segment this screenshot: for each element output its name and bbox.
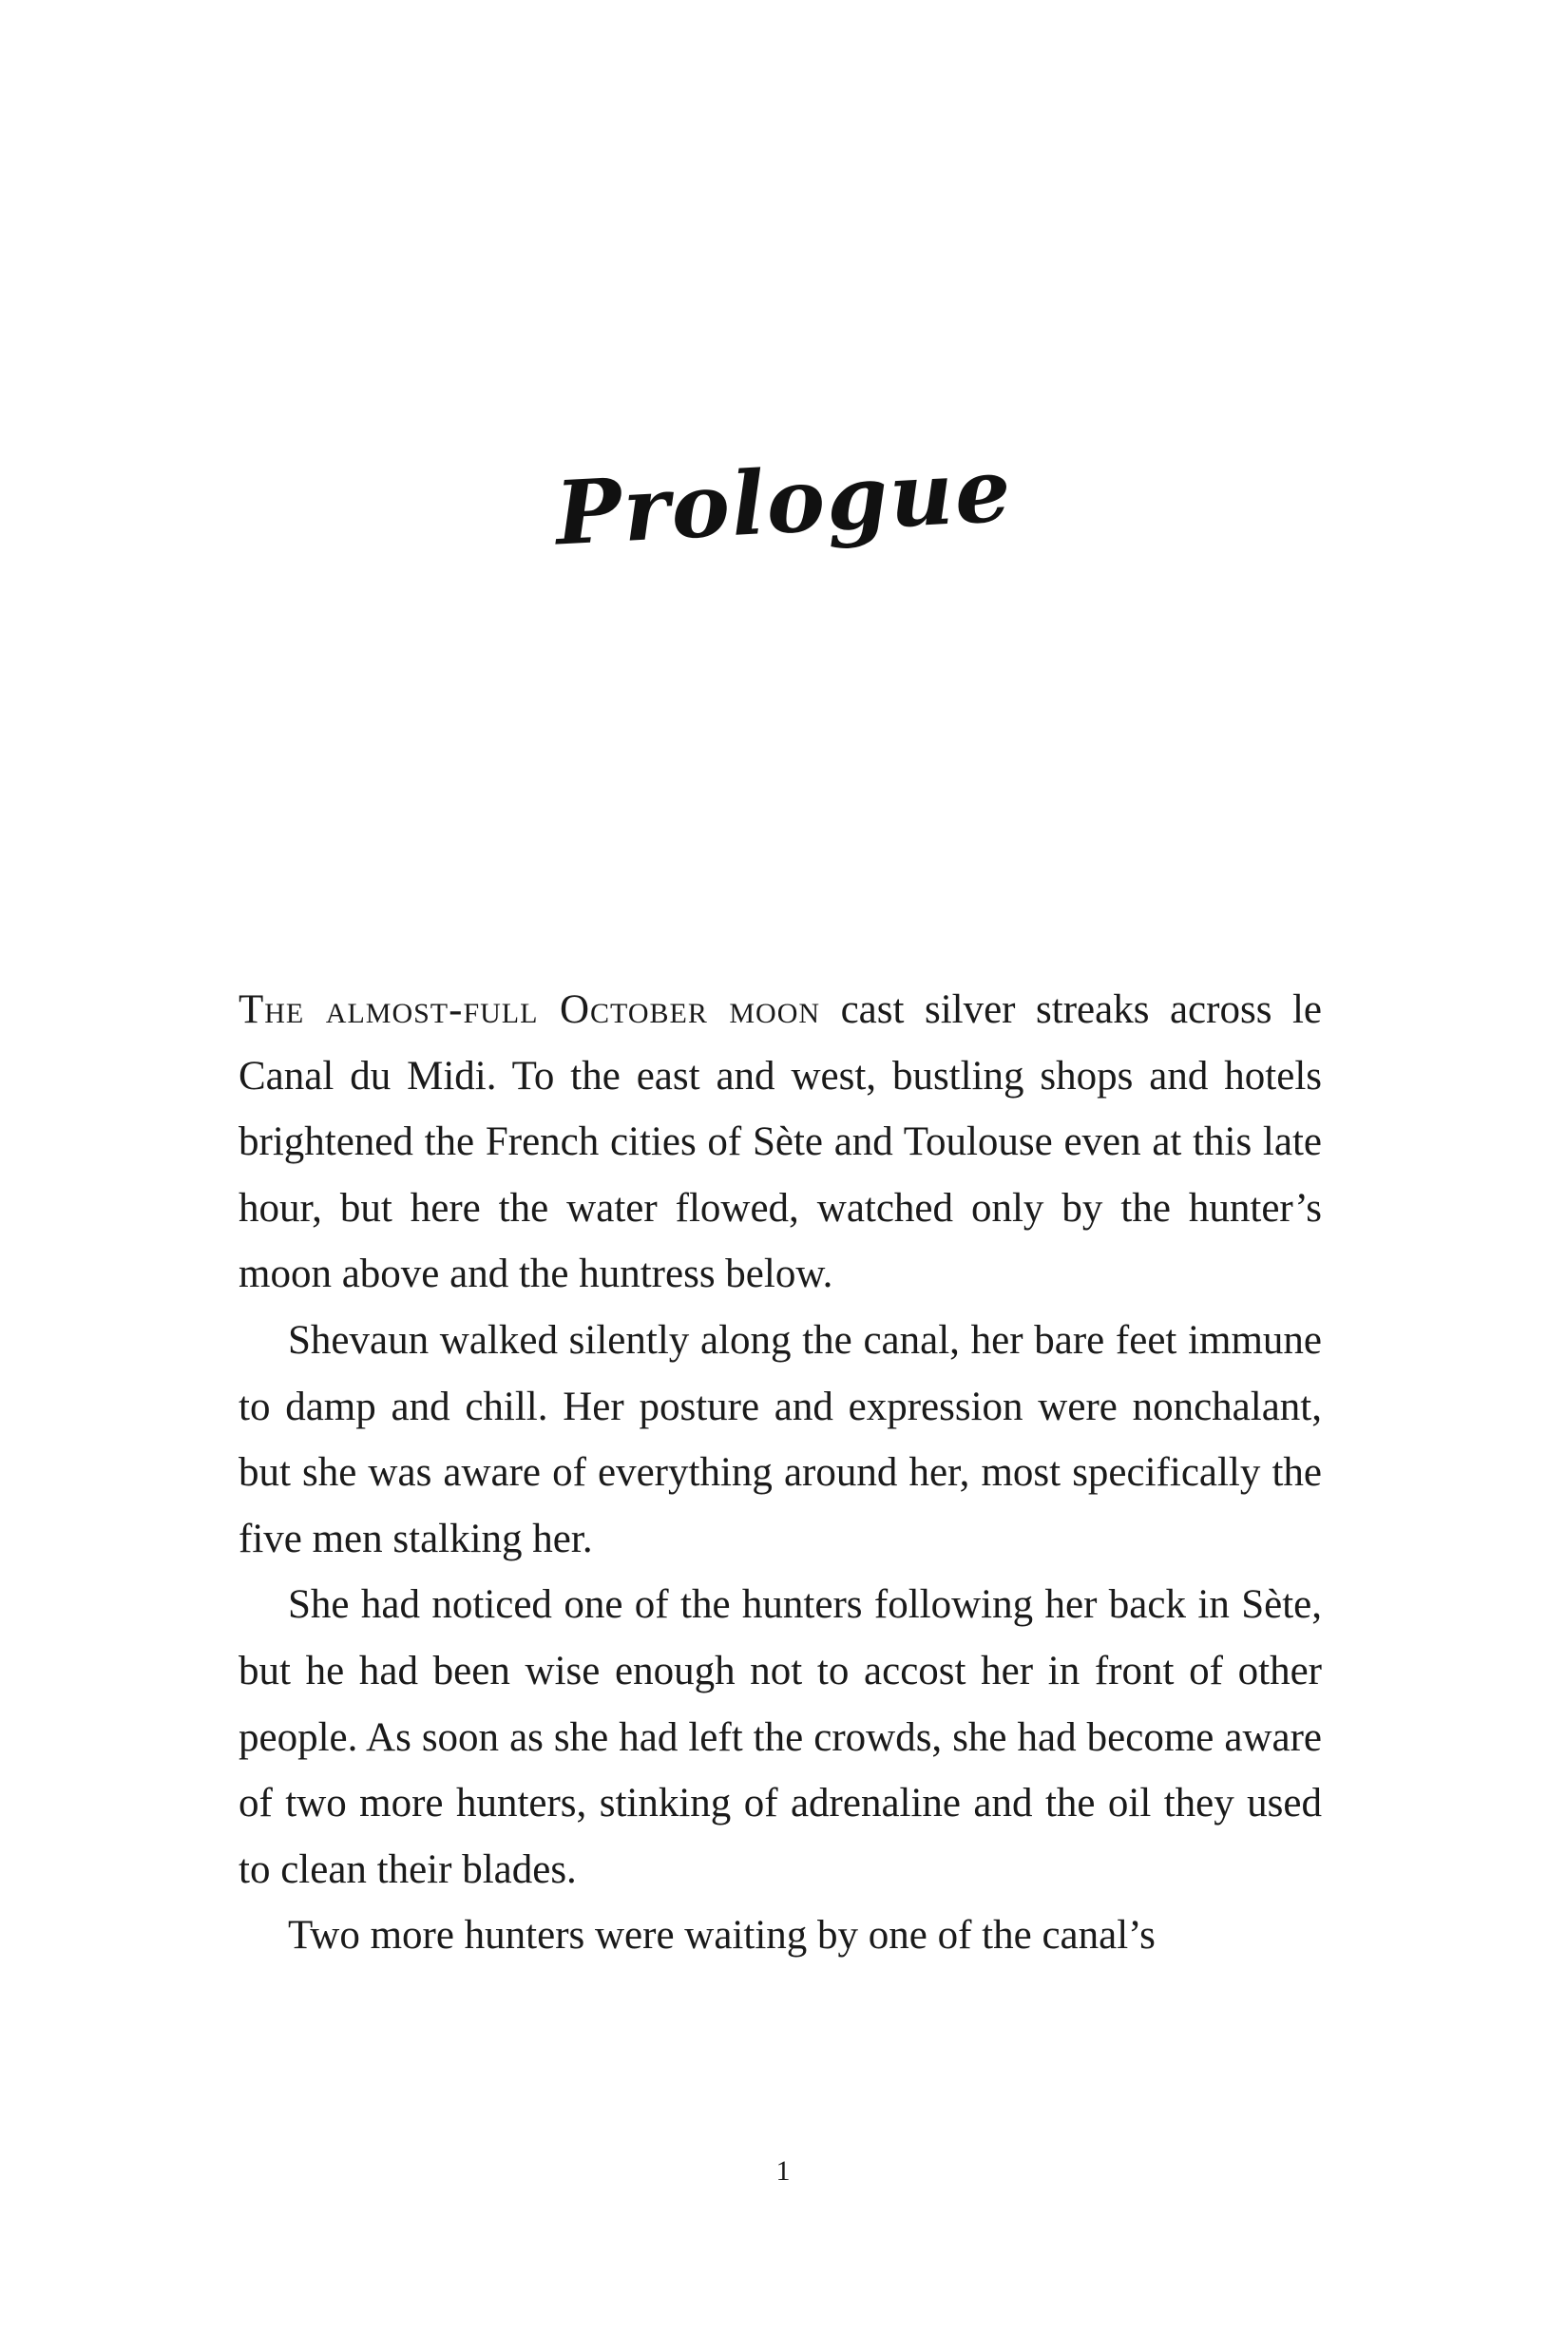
chapter-title: Prologue <box>552 438 1016 565</box>
paragraph-2: Shevaun walked silently along the canal, her bare feet immune to damp and chill. Her posture and expression were nonchalant, but she was aware of everything around her, most specifically the five men stalking her. <box>239 1317 1322 1561</box>
lead-in-smallcaps: The almost-full October moon <box>239 987 821 1032</box>
body-text <box>239 977 1322 1969</box>
paragraph-3: She had noticed one of the hunters following her back in Sète, but he had been wise enough not to accost her in front of other people. As soon as she had left the crowds, she had become aware of two more hunters, stinking of adrenaline and the oil they used to clean their blades. <box>239 1582 1322 1892</box>
page-number: 1 <box>775 2155 793 2187</box>
paragraph-4: Two more hunters were waiting by one of the canal’s <box>288 1913 1156 1959</box>
paragraph-1-text: cast silver streaks across le Canal du Midi. To the east and west, bustling shops and hotels brightened the French cities of Sète and Toulouse even at this late hour, but here the water flowed, watched only by the hunter’s moon above and the huntress below. <box>239 987 1322 1297</box>
paragraph-1 <box>239 977 1322 1308</box>
